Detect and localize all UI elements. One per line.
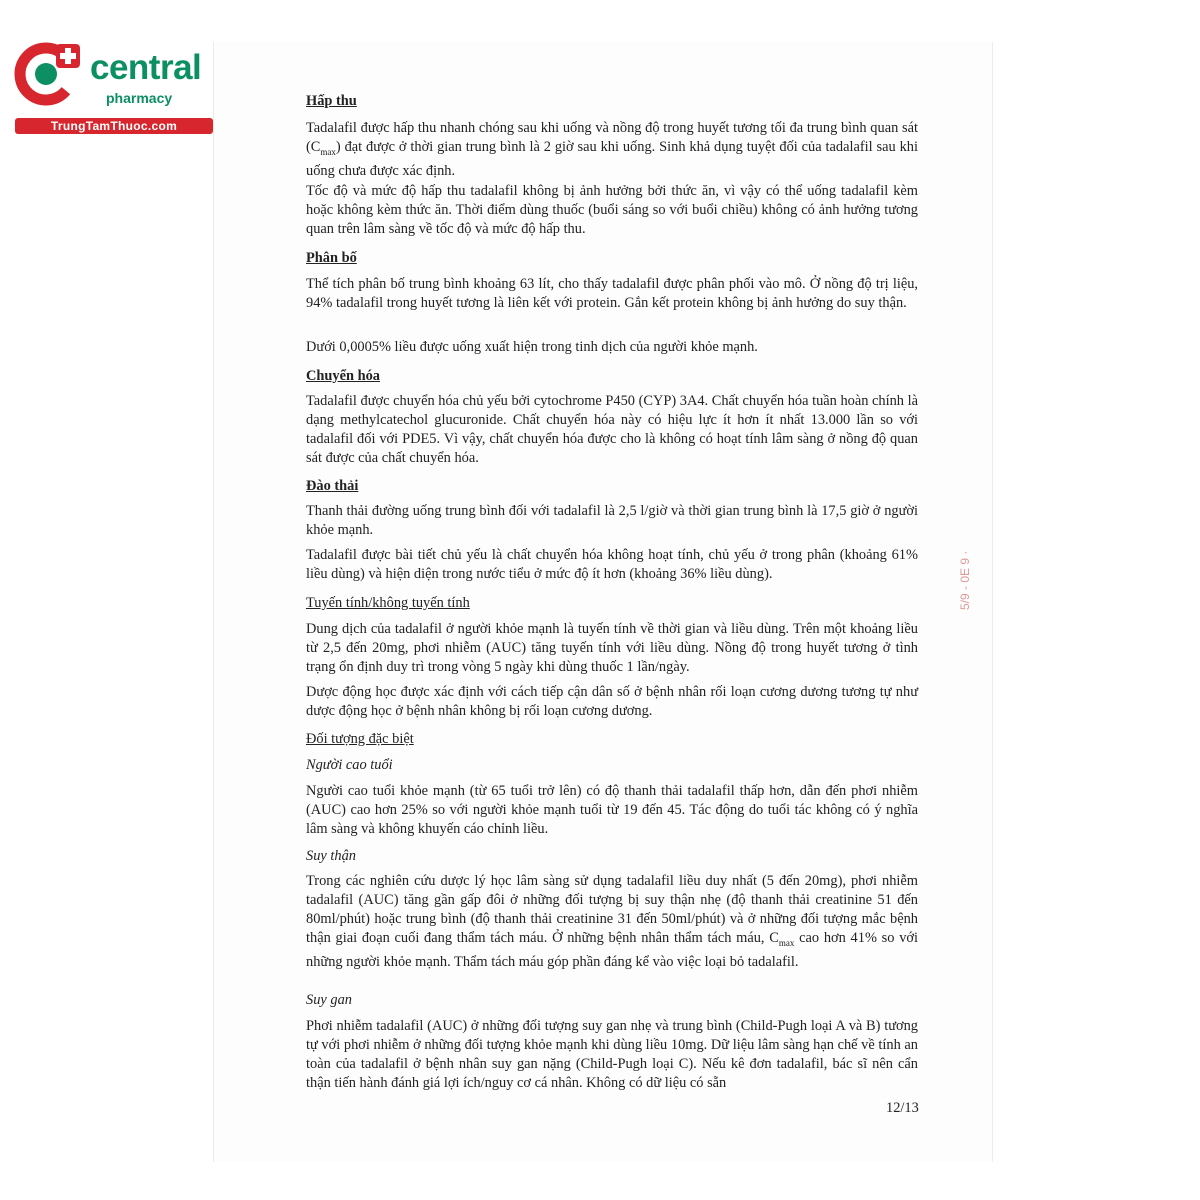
linearity-paragraph-2: Dược động học được xác định với cách tiếp cận dân số ở bệnh nhân rối loạn cương dương tương tự như dược động học ở bệnh nhân không bị rối loạn cương dương. bbox=[306, 684, 918, 719]
hepatic-paragraph: Phơi nhiễm tadalafil (AUC) ở những đối tượng suy gan nhẹ và trung bình (Child-Pugh loại A và B) tương tự với phơi nhiễm ở những đối tượng khỏe mạnh khi dùng liều 10mg. Dữ liệu lâm sàng hạn chế về tính an toàn của tadalafil ở bệnh nhân suy gan nặng (Child-Pugh loại C). Nếu kê đơn tadalafil, bác sĩ nên cẩn thận tiến hành đánh giá lợi ích/nguy cơ cá nhân. Không có dữ liệu có sẵn bbox=[306, 1018, 918, 1091]
linearity-paragraph-1: Dung dịch của tadalafil ở người khỏe mạnh là tuyến tính về thời gian và liều dùng. Trên một khoảng liều từ 2,5 đến 20mg, phơi nhiễm (AUC) tăng tuyến tính với liều dùng. Nồng độ trong huyết tương ở tình trạng ổn định duy trì trong vòng 5 ngày khi dùng thuốc 1 lần/ngày. bbox=[306, 621, 918, 675]
section-heading-special-populations: Đối tượng đặc biệt bbox=[306, 731, 414, 747]
document-content bbox=[306, 92, 918, 1092]
distribution-paragraph-2: Dưới 0,0005% liều được uống xuất hiện trong tinh dịch của người khỏe mạnh. bbox=[306, 339, 758, 355]
section-heading-metabolism: Chuyển hóa bbox=[306, 368, 380, 384]
absorption-paragraph-1: Tadalafil được hấp thu nhanh chóng sau khi uống và nồng độ trong huyết tương tối đa trung bình quan sát $(C_{max})$ đạt được ở thời gian trung bình là 2 giờ sau khi uống. Sinh khả dụng tuyệt đối của tadalafil sau khi uống chưa được xác định. bbox=[306, 120, 918, 179]
section-heading-linearity: Tuyến tính/không tuyến tính bbox=[306, 595, 470, 611]
brand-name: central bbox=[90, 48, 202, 87]
site-url-badge[interactable]: TrungTamThuoc.com bbox=[15, 118, 213, 134]
renal-paragraph: Trong các nghiên cứu dược lý học lâm sàng sử dụng tadalafil liều duy nhất (5 đến 20mg), phơi nhiễm tadalafil (AUC) tăng gần gấp đôi ở những đối tượng bị suy thận nhẹ (độ thanh thải creatinine 51 đến 80ml/phút) hoặc trung bình (độ thanh thải creatinine 31 đến 50ml/phút) và ở những đối tượng mắc bệnh thận giai đoạn cuối đang thẩm tách máu. Ở những bệnh nhân thẩm tách máu, $C_{max}$ cao hơn 41% so với những người khỏe mạnh. Thẩm tách máu góp phần đáng kể vào việc loại bỏ tadalafil. bbox=[306, 873, 919, 970]
distribution-paragraph-1: Thể tích phân bố trung bình khoảng 63 lít, cho thấy tadalafil được phân phối vào mô. Ở nồng độ trị liệu, 94% tadalafil trong huyết tương là liên kết với protein. Gắn kết protein không bị ảnh hưởng do suy thận. bbox=[306, 276, 918, 311]
subheading-elderly: Người cao tuổi bbox=[306, 757, 393, 773]
central-pharmacy-logo[interactable] bbox=[10, 38, 215, 138]
subheading-hepatic-impairment: Suy gan bbox=[306, 992, 352, 1008]
metabolism-paragraph: Tadalafil được chuyển hóa chủ yếu bởi cytochrome P450 (CYP) 3A4. Chất chuyển hóa tuần hoàn chính là dạng methylcatechol glucuronide. Chất chuyển hóa này có hiệu lực ít hơn ít nhất 13.000 lần so với tadalafil đối với PDE5. Vì vậy, chất chuyển hóa được cho là không có hoạt tính lâm sàng ở nồng độ quan sát được của chất chuyển hóa. bbox=[306, 393, 918, 466]
section-heading-distribution: Phân bố bbox=[306, 250, 357, 266]
absorption-paragraph-2: Tốc độ và mức độ hấp thu tadalafil không bị ảnh hưởng bởi thức ăn, vì vậy có thể uống tadalafil kèm hoặc không kèm thức ăn. Thời điểm dùng thuốc (buổi sáng so với buổi chiều) không có ảnh hưởng tương quan trên lâm sàng về tốc độ và mức độ hấp thu. bbox=[306, 183, 918, 237]
section-heading-absorption: Hấp thu bbox=[306, 93, 357, 109]
page-number: 12/13 bbox=[886, 1100, 919, 1116]
elderly-paragraph: Người cao tuổi khỏe mạnh (từ 65 tuổi trở lên) có độ thanh thải tadalafil thấp hơn, dẫn đến phơi nhiễm (AUC) cao hơn 25% so với người khỏe mạnh tuổi từ 19 đến 45. Tác động do tuổi tác không có ý nghĩa lâm sàng và không khuyến cáo chỉnh liều. bbox=[306, 783, 918, 837]
red-stamp-mark: 5/9 - 0E 9 · bbox=[958, 550, 972, 610]
pharmacy-logo-icon bbox=[10, 38, 90, 118]
section-heading-elimination: Đào thải bbox=[306, 478, 359, 494]
elimination-paragraph-1: Thanh thải đường uống trung bình đối với tadalafil là 2,5 l/giờ và thời gian trung bình là 17,5 giờ ở người khỏe mạnh. bbox=[306, 503, 918, 538]
brand-subtitle: pharmacy bbox=[106, 90, 173, 106]
subheading-renal-impairment: Suy thận bbox=[306, 848, 356, 864]
elimination-paragraph-2: Tadalafil được bài tiết chủ yếu là chất chuyển hóa không hoạt tính, chủ yếu ở trong phân (khoảng 61% liều dùng) và hiện diện trong nước tiểu ở mức độ ít hơn (khoảng 36% liều dùng). bbox=[306, 547, 918, 582]
